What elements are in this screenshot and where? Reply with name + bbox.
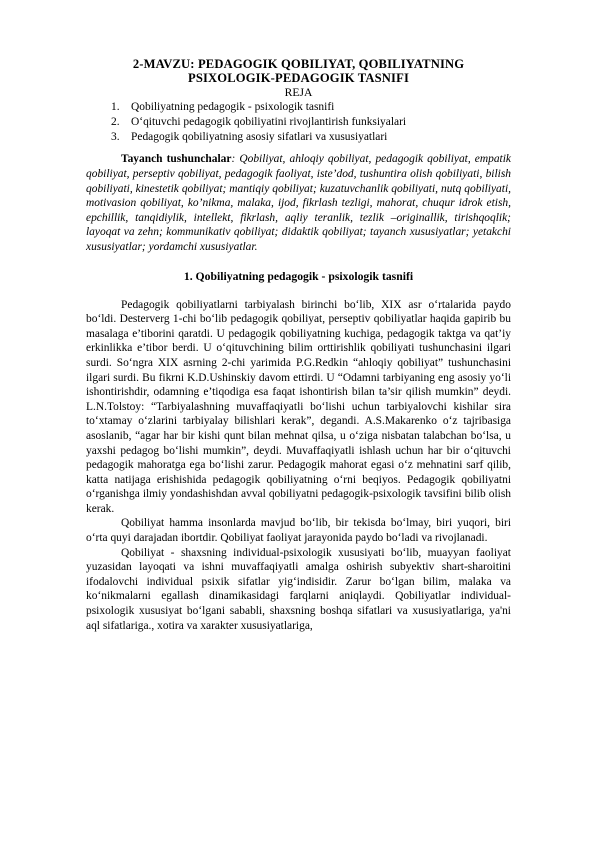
plan-item	[86, 115, 511, 130]
title-line-1: 2-MAVZU: PEDAGOGIK QOBILIYAT, QOBILIYATNING	[132, 57, 465, 71]
plan-item-number: 3.	[111, 131, 120, 144]
title-line-2: PSIXOLOGIK-PEDAGOGIK TASNIFI	[187, 71, 409, 86]
plan-item	[86, 100, 511, 115]
plan-item-number: 1.	[111, 101, 120, 114]
plan-item	[86, 130, 511, 145]
plan-item-number: 2.	[111, 116, 120, 129]
document-title	[86, 57, 511, 85]
keywords-text: : Qobiliyat, ahloqiy qobiliyat, pedagogik qobiliyat, empatik qobiliyat, perseptiv qobiliyat, pedagogik faoliyat, iste’dod, tushuntira olish qobiliyati, bilish qobiliyati, kinestetik qobiliyat; mantiqiy qobiliyat; kuzatuvchanlik qobiliyati, nutq qobiliyati, motivasion qobiliyat, ko’nikma, malaka, ijod, fikrlash tezligi, mahorat, chuqur idrok etish, epchillik, tanqidiylik, intellekt, fikrlash, aqliy teranlik, tezlik –originallik, tirishqoqlik; layoqat va zehn; kommunikativ qobiliyat; didaktik qobiliyat; tayanch xususiyatlar; yetakchi xususiyatlar; yordamchi xususiyatlar.	[86, 153, 511, 253]
keywords-label: Tayanch tushunchalar	[121, 153, 232, 166]
plan-item-text: Qobiliyatning pedagogik - psixologik tasnifi	[131, 101, 335, 114]
keywords-paragraph	[86, 152, 511, 254]
plan-label: REJA	[284, 86, 313, 100]
body-paragraph: Qobiliyat hamma insonlarda mavjud bo‘lib, bir tekisda bo‘lmay, biri yuqori, biri o‘rta quyi darajadan ibortdir. Qobiliyat faoliyat jarayonida paydo bo‘ladi va rivojlanadi.	[86, 517, 511, 545]
body-paragraph: Qobiliyat - shaxsning individual-psixologik xususiyati bo‘lib, muayyan faoliyat yuzasidan layoqati va ishni muvaffaqiyatli amalga oshirish subyektiv shart-sharoitini ifodalovchi individual psixik sifatlar yig‘indisidir. Zarur bo‘lgan bilim, malaka va ko‘nikmalarni egallash dinamikasidagi farqlarni aniqlaydi. Qobiliyatlar individual-psixologik xususiyat bo‘lgani sababli, shaxsning boshqa sifatlari va xususiyatlariga, ya'ni aql sifatlariga., xotira va xarakter xususiyatlariga,	[86, 546, 511, 632]
section-heading: 1. Qobiliyatning pedagogik - psixologik tasnifi	[183, 269, 414, 283]
plan-item-text: Pedagogik qobiliyatning asosiy sifatlari va xususiyatlari	[131, 131, 388, 144]
body-paragraph: Pedagogik qobiliyatlarni tarbiyalash birinchi bo‘lib, XIX asr o‘rtalarida paydo bo‘ldi. Desterverg 1-chi bo‘lib pedagogik qobiliyat, perseptiv qobiliyatlar haqida gapirib bu masalaga e’tiborini qaratdi. U pedagogik qobiliyatning kuchiga, pedagogik taktga va qat’iy erkinlikka e’tibor berdi. U o‘qituvchining bilim orttirishlik qobiliyati tushunchasini ilgari surdi. So‘ngra XIX asrning 2-chi yarimida P.G.Redkin “ahloqiy qobiliyat” tushunchasini ilgari surdi. Bu fikrni K.D.Ushinskiy davom ettirdi. U “Odamni tarbiyaning eng asosiy yo‘li ishontirishdir, odamning e’tiqodiga esa faqat ishontirish bilan ta’sir qilish mumkin” deydi. L.N.Tolstoy: “Tarbiyalashning muvaffaqiyatli bo‘lishi uchun tarbiyalovchi kishilar sira to‘xtamay o‘zlarini tarbiyalay bilishlari kerak”, degandi. A.S.Makarenko o‘z tajribasiga asoslanib, “agar har bir kishi qunt bilan mehnat qilsa, u o‘ziga nisbatan talabchan bo‘lsa, u yaxshi pedagog bo‘lishi mumkin”, deydi. Muvaffaqiyatli ishlash uchun har bir o‘qituvchi pedagogik mahoratga ega bo‘lishi zarur. Pedagogik mahorat egasi o‘z mehnatini sarf qilib, katta natijaga erishishida pedagogik qobiliyatning o‘rni beqiyos. Pedagogik qobiliyatni o‘rganishga ilmiy yondashishdan avval qobiliyatni pedagogik-psixologik tavsifini bilib olish kerak.	[86, 298, 511, 515]
plan-list	[86, 100, 511, 145]
plan-item-text: O‘qituvchi pedagogik qobiliyatini rivojlantirish funksiyalari	[131, 116, 407, 129]
